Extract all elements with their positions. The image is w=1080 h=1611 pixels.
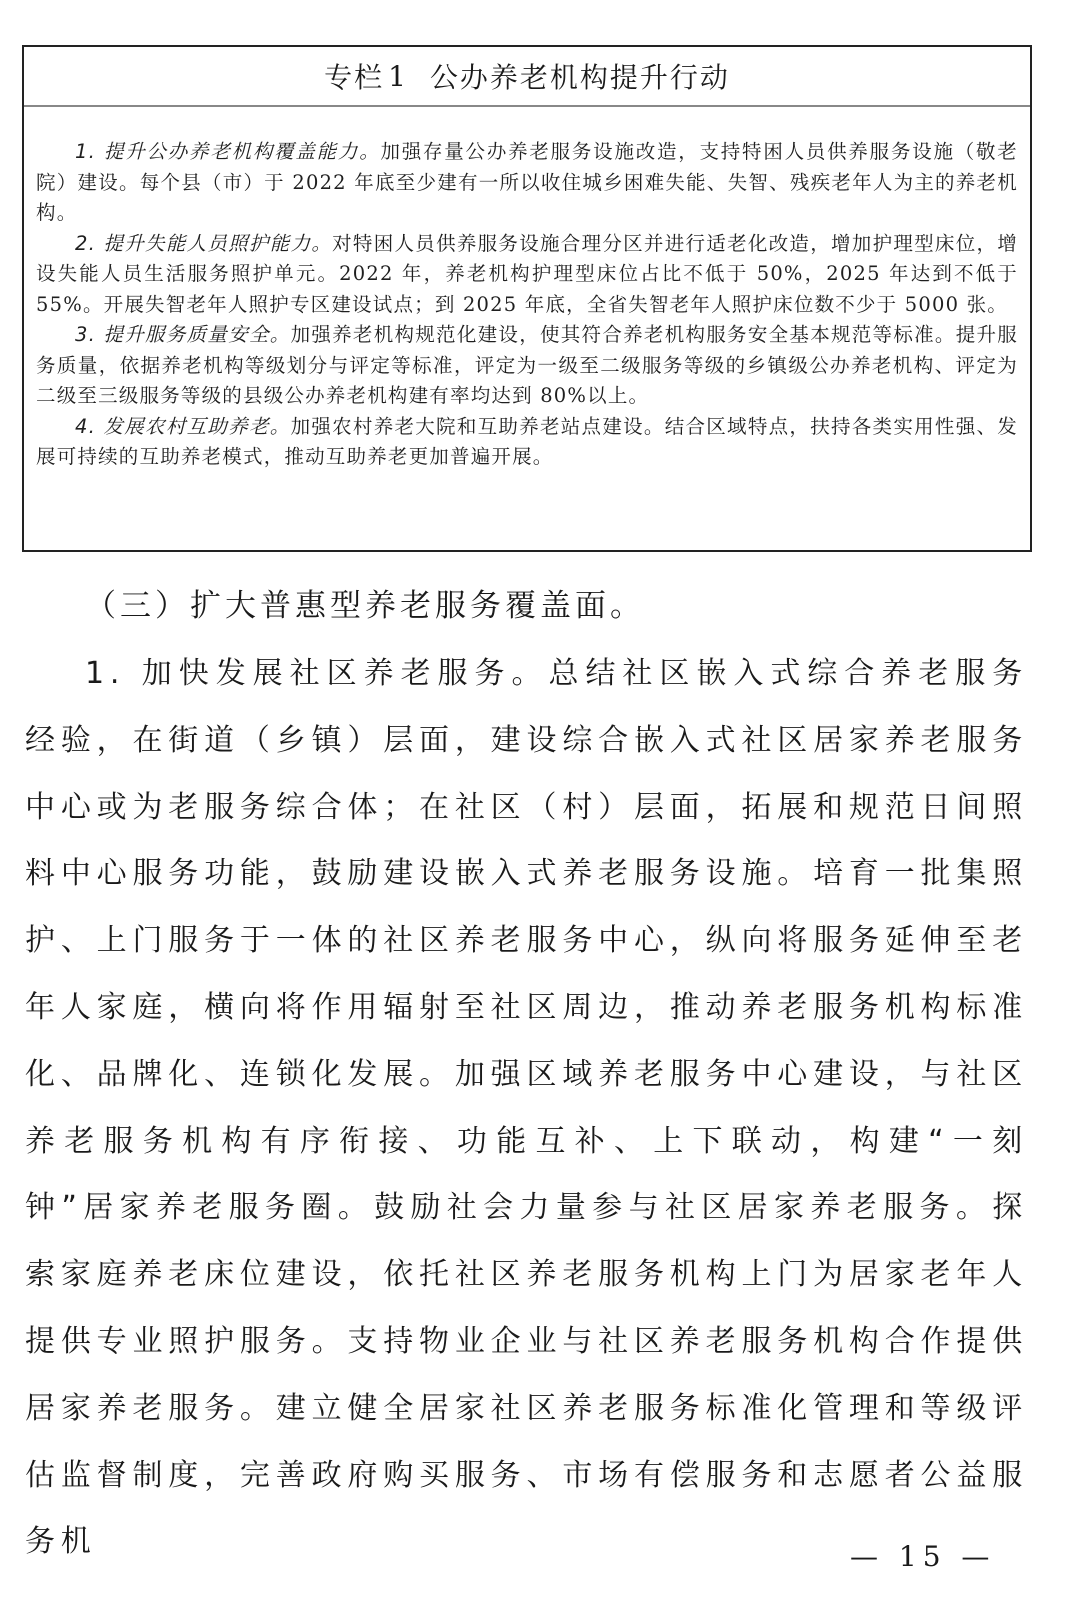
box-item-lead: 4. 发展农村互助养老。 [75,414,291,438]
box-item-lead: 3. 提升服务质量安全。 [75,323,291,346]
page-number: — 15 — [850,1540,996,1573]
column-heading: 公办养老机构提升行动 [429,61,730,94]
box-item-lead: 2. 提升失能人员照护能力。 [75,231,333,255]
box-item-text: 对特困人员供养服务设施合理分区并进行适老化改造，增加护理型床位，增设失能人员生活服务照护单元。2022 年，养老机构护理型床位占比不低于 50%，2025 年达到不低于 55%。开展失智老年人照护专区建设试点；到 2025 年底，全省失智老年人照护床位数不少于 5000 张。 [36,231,1018,316]
box-item [36,137,1018,229]
column-number: 1 [388,59,408,93]
special-column-box [22,45,1032,552]
box-item-text: 加强农村养老大院和互助养老站点建设。结合区域特点，扶持各类实用性强、发展可持续的互助养老模式，推动互助养老更加普遍开展。 [36,414,1018,468]
special-column-body [24,107,1030,473]
section-heading: （三）扩大普惠型养老服务覆盖面。 [85,588,645,624]
box-item [36,412,1018,473]
box-item [36,229,1018,321]
box-item-text: 加强存量公办养老服务设施改造，支持特困人员供养服务设施（敬老院）建设。每个县（市）于 2022 年底至少建有一所以收住城乡困难失能、失智、残疾老年人为主的养老机构。 [36,140,1018,224]
box-item-text: 加强养老机构规范化建设，使其符合养老机构服务安全基本规范等标准。提升服务质量，依据养老机构等级划分与评定等标准，评定为一级至二级服务等级的乡镇级公办养老机构、评定为二级至三级服务等级的县级公办养老机构建有率均达到 80%以上。 [36,323,1018,407]
special-column-title [24,47,1030,107]
body-paragraph: 1. 加快发展社区养老服务。总结社区嵌入式综合养老服务经验，在街道（乡镇）层面，建设综合嵌入式社区居家养老服务中心或为老服务综合体；在社区（村）层面，拓展和规范日间照料中心服务功能，鼓励建设嵌入式养老服务设施。培育一批集照护、上门服务于一体的社区养老服务中心，纵向将服务延伸至老年人家庭，横向将作用辐射至社区周边，推动养老服务机构标准化、品牌化、连锁化发展。加强区域养老服务中心建设，与社区养老服务机构有序衔接、功能互补、上下联动，构建“一刻钟”居家养老服务圈。鼓励社会力量参与社区居家养老服务。探索家庭养老床位建设，依托社区养老服务机构上门为居家老年人提供专业照护服务。支持物业企业与社区养老服务机构合作提供居家养老服务。建立健全居家社区养老服务标准化管理和等级评估监督制度，完善政府购买服务、市场有偿服务和志愿者公益服务机 [25,656,1028,1560]
box-item-lead: 1. 提升公办养老机构覆盖能力。 [75,140,381,163]
box-item [36,320,1018,412]
column-label: 专栏 [324,61,385,94]
